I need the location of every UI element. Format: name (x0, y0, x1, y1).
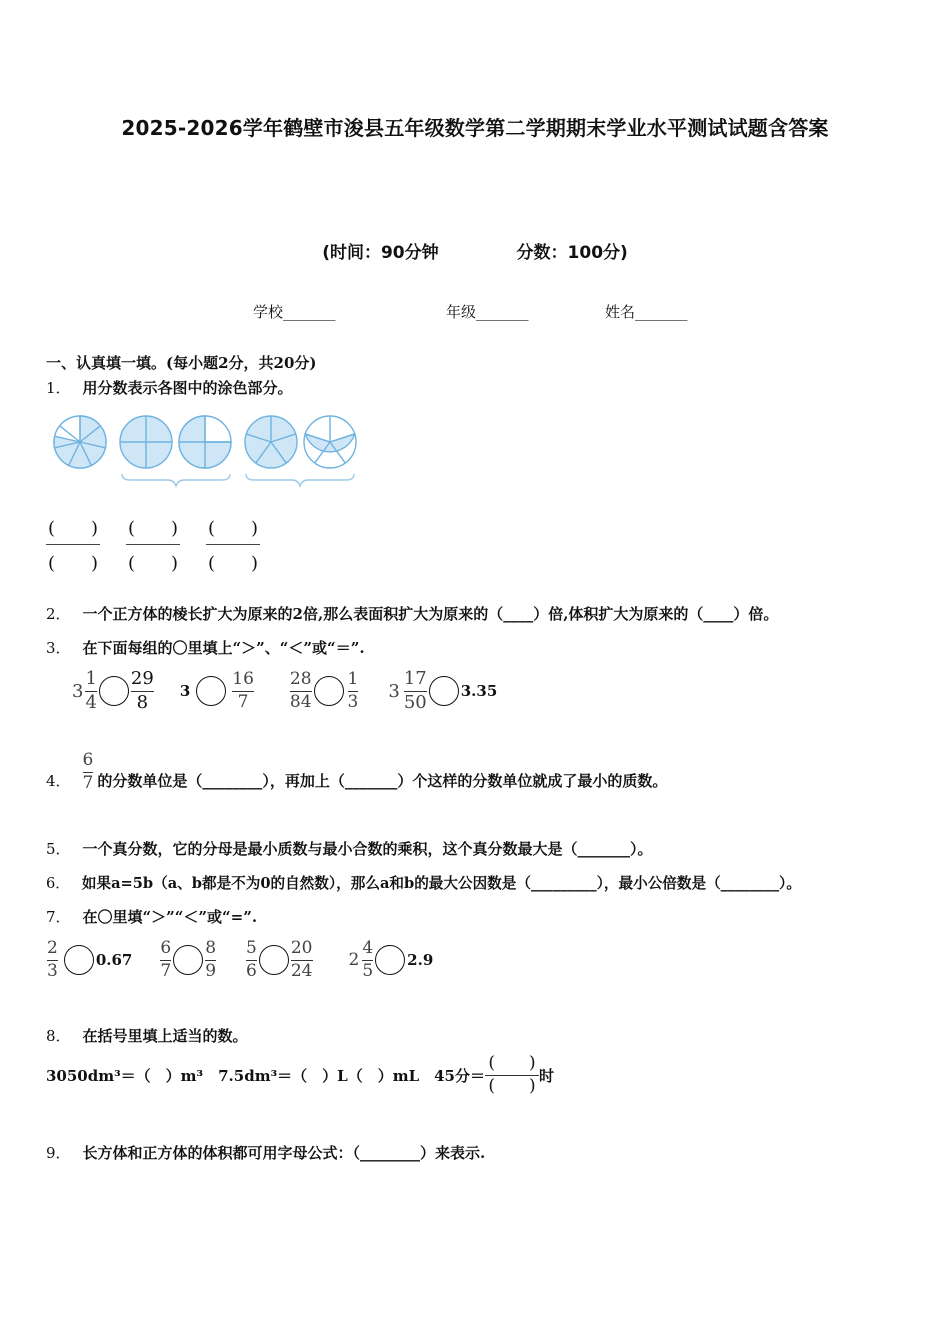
question-1 (46, 377, 293, 398)
question-text: 在下面每组的〇里填上“＞”、“＜”或“＝”. (82, 639, 365, 657)
question-text: 在〇里填“＞”“＜”或“=”. (82, 908, 258, 926)
pie-chart-3 (179, 416, 231, 468)
question-number: 4． (46, 771, 71, 790)
numerator: 4 (362, 938, 374, 958)
compare-circle-3d[interactable] (429, 676, 459, 706)
question-text: 在括号里填上适当的数。 (82, 1027, 248, 1045)
answer-fraction-3[interactable] (206, 514, 260, 575)
pie-chart-1 (54, 416, 106, 468)
fraction-bar (126, 544, 180, 545)
denominator: 50 (403, 691, 427, 713)
q3-items (72, 670, 497, 713)
school-field[interactable]: 学校_______ (253, 303, 336, 321)
numerator: 2 (47, 938, 58, 958)
numerator: 6 (82, 750, 94, 770)
denominator: 24 (290, 960, 313, 981)
question-text: 如果a=5b（a、b都是不为0的自然数），那么a和b的最大公因数是（_________），最小公倍数是（________）。 (81, 875, 801, 892)
denominator: 3 (347, 691, 359, 712)
question-9 (46, 1142, 485, 1163)
q7-item-d-left (349, 940, 374, 981)
compare-circle-7b[interactable] (173, 945, 203, 975)
question-text: 一个正方体的棱长扩大为原来的2倍,那么表面积扩大为原来的（____）倍,体积扩大为原来的（____）倍。 (82, 605, 779, 623)
question-7 (46, 906, 257, 927)
answer-numerator: ( ) (127, 518, 179, 539)
question-number: 5． (46, 840, 71, 858)
pie-figures (50, 408, 370, 492)
exam-score: 分数：100分) (516, 243, 628, 263)
compare-circle-7c[interactable] (259, 945, 289, 975)
q7-item-c-right (291, 940, 313, 981)
q3-item-a-right (131, 670, 154, 713)
numerator: 29 (130, 668, 154, 689)
numerator: 6 (160, 938, 172, 958)
question-text: 用分数表示各图中的涂色部分。 (82, 379, 293, 397)
answer-denominator: ( ) (207, 553, 259, 574)
numerator: 1 (347, 669, 359, 690)
denominator: 6 (246, 960, 257, 981)
denominator: 5 (362, 960, 374, 981)
answer-fraction-2[interactable] (126, 514, 180, 575)
question-2 (46, 603, 778, 624)
question-number: 1． (46, 379, 71, 397)
answer-denominator: ( ) (488, 1075, 536, 1096)
whole: 3 (388, 680, 400, 702)
question-6 (46, 872, 801, 893)
q3-item-d-left (388, 670, 426, 713)
numerator: 16 (232, 669, 254, 690)
question-5 (46, 838, 653, 859)
q7-item-d-right: 2.9 (407, 951, 434, 970)
answer-numerator: ( ) (47, 518, 99, 539)
denominator: 8 (136, 691, 149, 713)
brace-icons (122, 474, 354, 486)
question-number: 9． (46, 1144, 71, 1162)
q7-item-b-left (160, 940, 171, 981)
q3-item-c-left (290, 671, 312, 712)
q7-item-b-right (205, 940, 216, 981)
numerator: 28 (289, 669, 312, 690)
compare-circle-3b[interactable] (196, 676, 226, 706)
q7-item-a-right: 0.67 (95, 951, 133, 970)
compare-circle-7a[interactable] (64, 945, 94, 975)
q3-item-a-left (72, 670, 97, 713)
answer-numerator: ( ) (207, 518, 259, 539)
exam-time: (时间：90分钟 (322, 243, 439, 263)
q8-answer-fraction[interactable] (485, 1055, 539, 1096)
question-number: 8． (46, 1027, 71, 1045)
question-4 (46, 752, 667, 793)
numerator: 8 (205, 938, 217, 958)
page-title: 2025-2026学年鹤壁市浚县五年级数学第二学期期末学业水平测试试题含答案 (121, 116, 829, 140)
question-3 (46, 637, 365, 658)
numerator: 1 (85, 668, 97, 689)
question-text: 的分数单位是（________），再加上（_______）个这样的分数单位就成了最小的质数。 (97, 771, 668, 790)
q8-unit: 时 (539, 1066, 555, 1085)
numerator: 17 (403, 668, 427, 689)
q3-item-d-right: 3.35 (460, 682, 498, 701)
question-number: 6． (46, 875, 70, 892)
fraction-bar (46, 544, 100, 545)
whole: 3 (72, 680, 84, 702)
q7-item-c-left (246, 940, 257, 981)
question-number: 7． (46, 908, 71, 926)
answer-denominator: ( ) (47, 553, 99, 574)
pie-chart-2 (120, 416, 172, 468)
pie-chart-5 (304, 416, 356, 468)
q3-item-c-right (348, 671, 359, 712)
compare-circle-3a[interactable] (99, 676, 129, 706)
section-heading: 一、认真填一填。(每小题2分，共20分) (46, 354, 317, 372)
q8-line: 3050dm³＝（ ）m³ 7.5dm³＝（ ）L（ ）mL 45分＝ (46, 1066, 485, 1085)
answer-denominator: ( ) (127, 553, 179, 574)
q4-fraction (83, 752, 94, 793)
numerator: 5 (246, 938, 257, 958)
q3-item-b-right (232, 671, 254, 712)
denominator: 7 (160, 960, 172, 981)
denominator: 7 (82, 772, 94, 793)
q7-item-a-left (47, 940, 58, 981)
answer-numerator: ( ) (488, 1053, 536, 1073)
question-text: 一个真分数，它的分母是最小质数与最小合数的乘积，这个真分数最大是（_______）。 (82, 840, 653, 858)
exam-meta (0, 238, 950, 263)
question-number: 2． (46, 605, 71, 623)
denominator: 3 (47, 960, 58, 981)
numerator: 20 (290, 938, 313, 958)
question-text: 长方体和正方体的体积都可用字母公式：（________）来表示. (82, 1144, 486, 1162)
denominator: 7 (237, 691, 249, 712)
compare-circle-7d[interactable] (375, 945, 405, 975)
q7-items (47, 940, 433, 981)
compare-circle-3c[interactable] (314, 676, 344, 706)
name-field[interactable]: 姓名_______ (605, 303, 688, 321)
fraction-bar (206, 544, 260, 545)
q3-item-b-left: 3 (179, 682, 191, 701)
q8-conversion-line (46, 1055, 554, 1096)
question-number: 3． (46, 639, 71, 657)
denominator: 4 (85, 691, 97, 713)
denominator: 9 (205, 960, 217, 981)
answer-fraction-1[interactable] (46, 514, 100, 575)
pie-chart-4 (245, 416, 297, 468)
whole: 2 (348, 950, 360, 971)
question-8 (46, 1025, 248, 1046)
denominator: 84 (289, 691, 312, 712)
grade-field[interactable]: 年级_______ (446, 303, 529, 321)
